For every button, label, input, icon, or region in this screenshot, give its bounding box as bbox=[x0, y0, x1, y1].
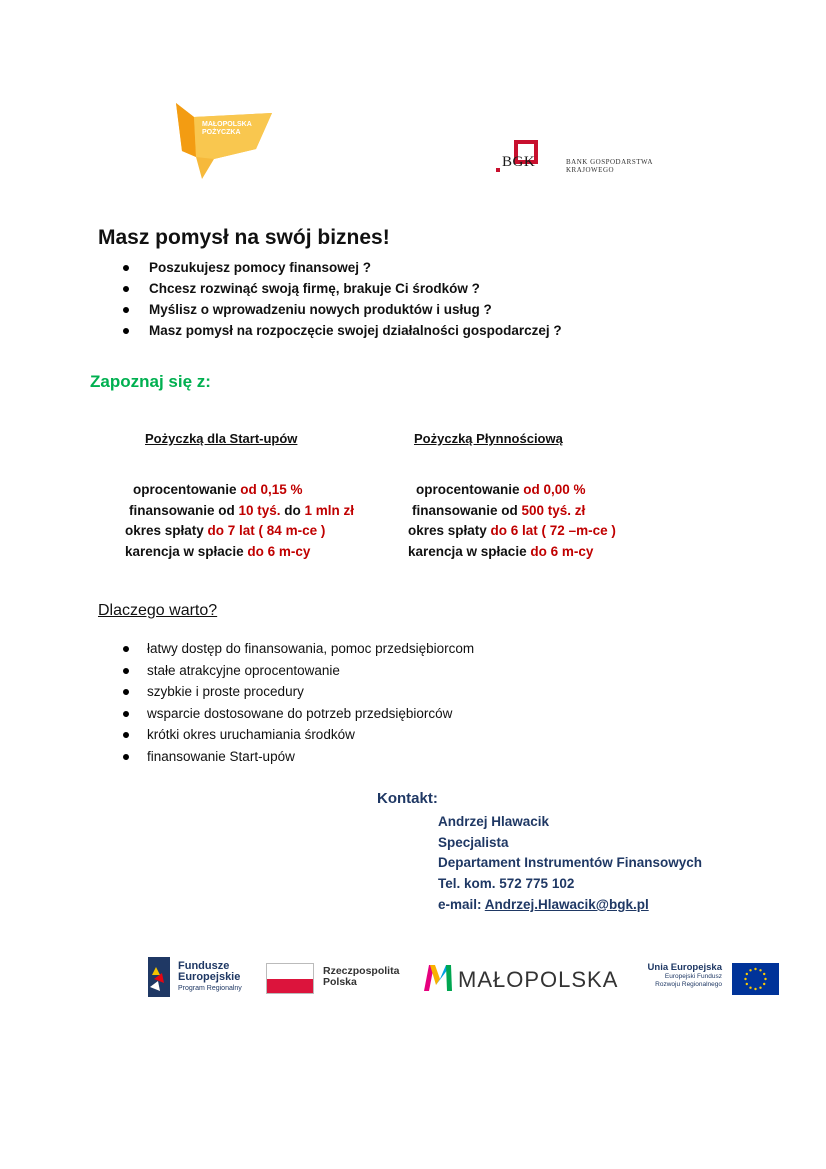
fundusze-europejskie-logo bbox=[178, 961, 242, 994]
financing-label: finansowanie od bbox=[412, 502, 522, 518]
contact-role: Specjalista bbox=[438, 834, 509, 850]
list-item: Masz pomysł na rozpoczęcie swojej działalności gospodarczej ? bbox=[123, 320, 562, 341]
footer-logos bbox=[148, 955, 780, 999]
bgk-abbr: BGK bbox=[502, 154, 536, 170]
bgk-logo bbox=[496, 140, 666, 180]
eu-flag-icon bbox=[732, 963, 779, 995]
benefits-list bbox=[123, 638, 474, 767]
loan-title-startup: Pożyczką dla Start-upów bbox=[145, 431, 298, 446]
why-heading: Dlaczego warto? bbox=[98, 602, 218, 619]
bgk-fullname-line1: BANK GOSPODARSTWA bbox=[566, 158, 653, 166]
list-item: Myślisz o wprowadzeniu nowych produktów i usług ? bbox=[123, 299, 562, 320]
term-value: do 7 lat ( 84 m-ce ) bbox=[207, 523, 326, 538]
list-item: Poszukujesz pomocy finansowej ? bbox=[123, 257, 562, 278]
fundusze-europejskie-icon bbox=[148, 957, 170, 997]
polish-flag-icon bbox=[266, 963, 314, 994]
email-link[interactable]: Andrzej.Hlawacik@bgk.pl bbox=[484, 896, 649, 912]
term-label: okres spłaty bbox=[408, 523, 491, 538]
term-value: do 6 lat ( 72 –m-ce ) bbox=[490, 523, 616, 538]
rate-label: oprocentowanie bbox=[133, 482, 241, 497]
grace-label: karencja w spłacie bbox=[125, 543, 248, 559]
rzeczpospolita-logo bbox=[323, 966, 399, 988]
financing-mid: do bbox=[280, 502, 305, 518]
list-item: łatwy dostęp do finansowania, pomoc przedsiębiorcom bbox=[123, 638, 474, 660]
list-item: wsparcie dostosowane do potrzeb przedsiębiorców bbox=[123, 703, 474, 725]
malopolska-wordmark: MAŁOPOLSKA bbox=[458, 967, 619, 992]
rate-value: od 0,00 % bbox=[523, 482, 586, 497]
fe-line2: Europejskie bbox=[178, 971, 241, 983]
rate-label: oprocentowanie bbox=[416, 482, 524, 497]
logo-line-2: POŻYCZKA bbox=[202, 129, 241, 136]
list-item: finansowanie Start-upów bbox=[123, 746, 474, 768]
fe-line3: Program Regionalny bbox=[178, 985, 242, 992]
bgk-fullname bbox=[566, 158, 653, 174]
grace-value: do 6 m-cy bbox=[530, 543, 594, 559]
unia-europejska-logo bbox=[642, 963, 722, 989]
headline: Masz pomysł na swój biznes! bbox=[98, 226, 390, 249]
financing-to: 1 mln zł bbox=[304, 502, 355, 518]
pl-line1: Rzeczpospolita bbox=[323, 965, 400, 977]
ue-line3: Rozwoju Regionalnego bbox=[655, 981, 722, 988]
logo-line-1: MAŁOPOLSKA bbox=[202, 121, 252, 128]
term-label: okres spłaty bbox=[125, 523, 208, 538]
loan-details-startup bbox=[125, 480, 354, 562]
contact-department: Departament Instrumentów Finansowych bbox=[438, 855, 703, 871]
rate-value: od 0,15 % bbox=[240, 482, 303, 497]
email-label: e-mail: bbox=[438, 896, 485, 912]
contact-block bbox=[438, 812, 702, 916]
pl-line2: Polska bbox=[323, 976, 357, 988]
list-item: Chcesz rozwinąć swoją firmę, brakuje Ci środków ? bbox=[123, 278, 562, 299]
ue-line2: Europejski Fundusz bbox=[664, 973, 722, 980]
list-item: szybkie i proste procedury bbox=[123, 681, 474, 703]
contact-phone: Tel. kom. 572 775 102 bbox=[438, 876, 575, 892]
malopolska-pozyczka-logo bbox=[172, 103, 276, 179]
fe-line1: Fundusze bbox=[178, 960, 230, 972]
bgk-fullname-line2: KRAJOWEGO bbox=[566, 166, 615, 174]
loan-details-liquidity bbox=[408, 480, 616, 562]
intro-heading: Zapoznaj się z: bbox=[90, 372, 211, 391]
ue-line1: Unia Europejska bbox=[647, 962, 722, 973]
contact-name: Andrzej Hlawacik bbox=[438, 814, 550, 829]
list-item: krótki okres uruchamiania środków bbox=[123, 724, 474, 746]
grace-label: karencja w spłacie bbox=[408, 543, 531, 559]
grace-value: do 6 m-cy bbox=[247, 543, 311, 559]
loan-title-liquidity: Pożyczką Płynnościową bbox=[414, 431, 563, 446]
financing-from: 500 tyś. zł bbox=[521, 502, 586, 518]
list-item: stałe atrakcyjne oprocentowanie bbox=[123, 660, 474, 682]
contact-heading: Kontakt: bbox=[377, 790, 438, 807]
malopolska-m-icon bbox=[424, 965, 452, 991]
financing-from: 10 tyś. bbox=[238, 502, 281, 518]
question-list bbox=[123, 257, 562, 341]
financing-label: finansowanie od bbox=[129, 502, 239, 518]
